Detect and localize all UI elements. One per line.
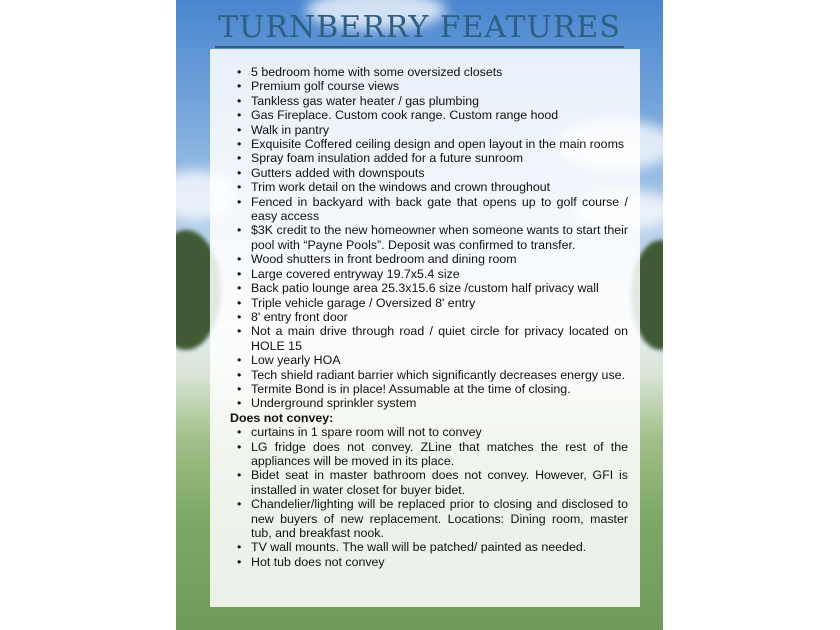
list-item: • Walk in pantry [251, 123, 628, 137]
list-item: • Termite Bond is in place! Assumable at the time of closing. [251, 382, 628, 396]
list-item: • Wood shutters in front bedroom and dining room [251, 252, 628, 266]
list-item: • 5 bedroom home with some oversized closets [251, 65, 628, 79]
list-item: • $3K credit to the new homeowner when someone wants to start their pool with “Payne Pools”. Deposit was confirmed to transfer. [251, 223, 628, 252]
list-item: • LG fridge does not convey. ZLine that matches the rest of the appliances will be moved in its place. [251, 440, 628, 469]
list-item: • curtains in 1 spare room will not to convey [251, 425, 628, 439]
list-item: • Gas Fireplace. Custom cook range. Custom range hood [251, 108, 628, 122]
list-item: • Back patio lounge area 25.3x15.6 size /custom half privacy wall [251, 281, 628, 295]
list-item: • 8' entry front door [251, 310, 628, 324]
list-item: • Premium golf course views [251, 79, 628, 93]
list-item: • Fenced in backyard with back gate that opens up to golf course / easy access [251, 195, 628, 224]
page-title: TURNBERRY FEATURES [176, 10, 663, 45]
features-panel [210, 49, 640, 607]
list-item: • Low yearly HOA [251, 353, 628, 367]
list-item: • Not a main drive through road / quiet circle for privacy located on HOLE 15 [251, 324, 628, 353]
list-item: • TV wall mounts. The wall will be patched/ painted as needed. [251, 540, 628, 554]
list-item: • Underground sprinkler system [251, 396, 628, 410]
list-item: • Large covered entryway 19.7x5.4 size [251, 267, 628, 281]
list-item: • Trim work detail on the windows and crown throughout [251, 180, 628, 194]
features-list [230, 65, 628, 411]
list-item: • Gutters added with downspouts [251, 166, 628, 180]
list-item: • Exquisite Coffered ceiling design and open layout in the main rooms [251, 137, 628, 151]
list-item: • Triple vehicle garage / Oversized 8' entry [251, 296, 628, 310]
does-not-convey-list [230, 425, 628, 569]
list-item: • Tankless gas water heater / gas plumbing [251, 94, 628, 108]
flyer [176, 0, 663, 630]
list-item: • Spray foam insulation added for a future sunroom [251, 151, 628, 165]
does-not-convey-heading: Does not convey: [230, 410, 334, 425]
list-item: • Tech shield radiant barrier which significantly decreases energy use. [251, 368, 628, 382]
list-item: • Bidet seat in master bathroom does not convey. However, GFI is installed in water closet for buyer bidet. [251, 468, 628, 497]
list-item: • Chandelier/lighting will be replaced prior to closing and disclosed to new buyers of new replacement. Locations: Dining room, master tub, and breakfast nook. [251, 497, 628, 540]
list-item: • Hot tub does not convey [251, 555, 628, 569]
